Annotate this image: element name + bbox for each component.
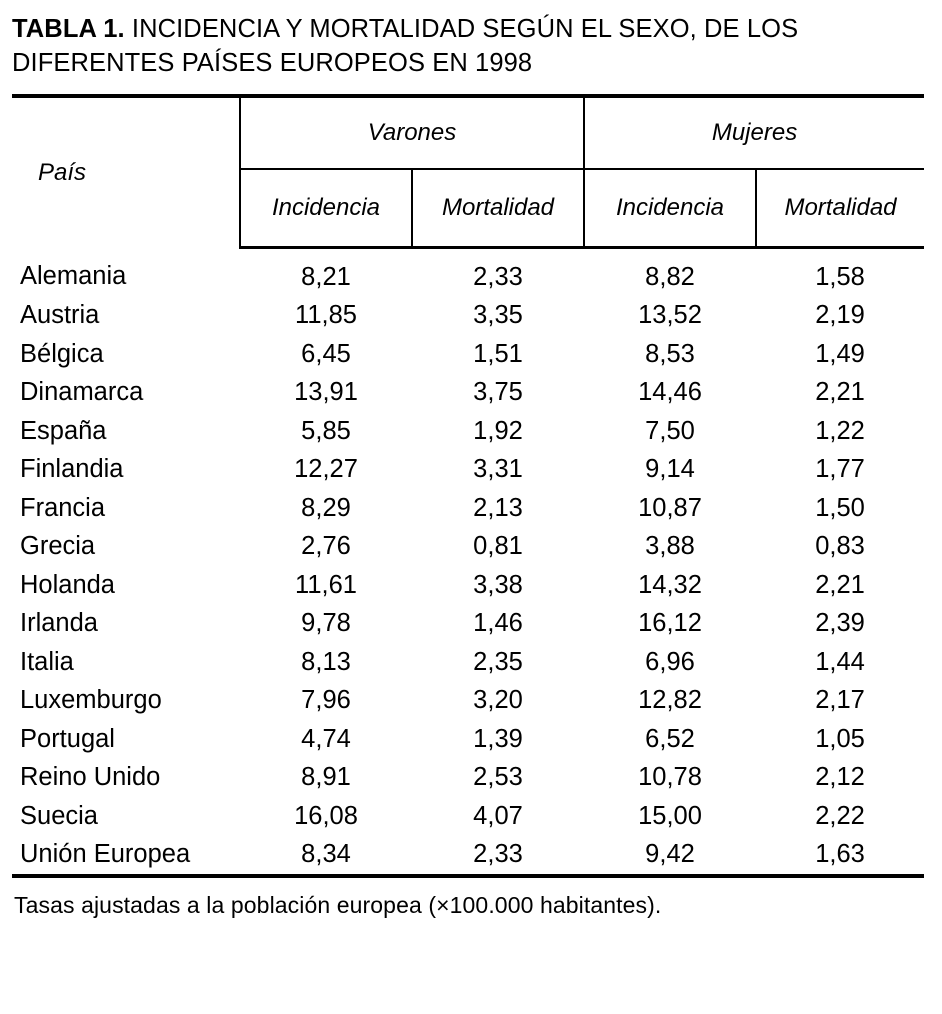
- cell-country: Austria: [20, 301, 100, 330]
- cell-country: Portugal: [20, 724, 115, 753]
- cell-country: Bélgica: [20, 339, 104, 368]
- cell-mujeres-mortalidad: 2,17: [815, 686, 865, 715]
- cell-mujeres-incidencia: 7,50: [645, 416, 695, 445]
- cell-varones-incidencia: 8,21: [301, 262, 351, 291]
- cell-mujeres-incidencia: 16,12: [638, 609, 702, 638]
- header-varones-incidencia: Incidencia: [240, 169, 412, 248]
- header-group-varones: Varones: [240, 96, 584, 169]
- cell-mujeres-incidencia: 14,32: [638, 570, 702, 599]
- table-caption-label: TABLA 1.: [12, 15, 125, 43]
- cell-varones-incidencia: 13,91: [294, 378, 358, 407]
- cell-varones-mortalidad: 4,07: [473, 801, 523, 830]
- cell-mujeres-mortalidad: 2,12: [815, 763, 865, 792]
- cell-varones-mortalidad: 2,35: [473, 647, 523, 676]
- cell-mujeres-mortalidad: 1,22: [815, 416, 865, 445]
- cell-varones-incidencia: 7,96: [301, 686, 351, 715]
- cell-varones-mortalidad: 3,20: [473, 686, 523, 715]
- table-row: [12, 759, 924, 798]
- cell-country: Luxemburgo: [20, 686, 162, 715]
- table-body: [12, 248, 924, 875]
- cell-country: Italia: [20, 647, 74, 676]
- cell-mujeres-mortalidad: 1,05: [815, 724, 865, 753]
- header-mujeres-mortalidad: Mortalidad: [756, 169, 924, 248]
- table-bottom-rule: [12, 874, 924, 878]
- cell-mujeres-incidencia: 10,78: [638, 763, 702, 792]
- cell-country: Irlanda: [20, 609, 98, 638]
- cell-varones-incidencia: 8,13: [301, 647, 351, 676]
- table-row: [12, 836, 924, 875]
- cell-varones-mortalidad: 1,46: [473, 609, 523, 638]
- cell-mujeres-incidencia: 9,14: [645, 455, 695, 484]
- header-varones-mortalidad: Mortalidad: [412, 169, 584, 248]
- cell-mujeres-mortalidad: 1,44: [815, 647, 865, 676]
- header-group-mujeres: Mujeres: [584, 96, 924, 169]
- cell-country: Francia: [20, 493, 106, 522]
- cell-varones-incidencia: 5,85: [301, 416, 351, 445]
- cell-varones-mortalidad: 1,92: [473, 416, 523, 445]
- cell-varones-mortalidad: 3,38: [473, 570, 523, 599]
- table-row: [12, 797, 924, 836]
- cell-varones-mortalidad: 2,53: [473, 763, 523, 792]
- cell-varones-incidencia: 12,27: [294, 455, 358, 484]
- cell-varones-incidencia: 11,61: [295, 570, 357, 599]
- table-caption-text: INCIDENCIA Y MORTALIDAD SEGÚN EL SEXO, DE LOS DIFERENTES PAÍSES EUROPEOS EN 1998: [12, 15, 799, 77]
- table-row: [12, 643, 924, 682]
- cell-country: Dinamarca: [20, 378, 144, 407]
- cell-mujeres-mortalidad: 2,39: [815, 609, 865, 638]
- data-table: [12, 94, 924, 874]
- table-row: [12, 528, 924, 567]
- cell-varones-mortalidad: 0,81: [473, 532, 523, 561]
- cell-varones-incidencia: 9,78: [301, 609, 351, 638]
- cell-varones-incidencia: 6,45: [301, 339, 351, 368]
- header-mujeres-incidencia: Incidencia: [584, 169, 756, 248]
- cell-mujeres-incidencia: 3,88: [645, 532, 695, 561]
- table-footnote: Tasas ajustadas a la población europea (×100.000 habitantes).: [14, 892, 662, 918]
- cell-mujeres-incidencia: 13,52: [638, 301, 702, 330]
- cell-country: Grecia: [20, 532, 96, 561]
- table-row: [12, 566, 924, 605]
- table-row: [12, 605, 924, 644]
- cell-mujeres-mortalidad: 2,21: [815, 570, 865, 599]
- cell-mujeres-incidencia: 6,96: [645, 647, 695, 676]
- cell-mujeres-mortalidad: 1,49: [815, 339, 865, 368]
- table-row: [12, 374, 924, 413]
- cell-country: España: [20, 416, 107, 445]
- cell-varones-mortalidad: 2,13: [473, 493, 523, 522]
- cell-varones-incidencia: 4,74: [301, 724, 351, 753]
- table-row: [12, 335, 924, 374]
- cell-mujeres-mortalidad: 2,21: [815, 378, 865, 407]
- cell-mujeres-mortalidad: 2,22: [815, 801, 865, 830]
- cell-country: Unión Europea: [20, 840, 191, 869]
- cell-varones-mortalidad: 3,31: [473, 455, 523, 484]
- cell-mujeres-mortalidad: 1,50: [815, 493, 865, 522]
- cell-varones-mortalidad: 2,33: [473, 840, 523, 869]
- table-row: [12, 248, 924, 297]
- header-country: País: [12, 96, 240, 248]
- cell-mujeres-incidencia: 14,46: [638, 378, 702, 407]
- cell-mujeres-incidencia: 9,42: [645, 840, 695, 869]
- cell-varones-mortalidad: 1,39: [473, 724, 523, 753]
- cell-country: Suecia: [20, 801, 98, 830]
- cell-mujeres-incidencia: 8,82: [645, 262, 695, 291]
- cell-mujeres-incidencia: 6,52: [645, 724, 695, 753]
- cell-mujeres-mortalidad: 1,58: [815, 262, 865, 291]
- cell-mujeres-mortalidad: 2,19: [815, 301, 865, 330]
- table-caption: [12, 12, 932, 80]
- cell-varones-incidencia: 2,76: [301, 532, 351, 561]
- table-head: [12, 96, 924, 248]
- cell-varones-incidencia: 8,91: [301, 763, 351, 792]
- table-row: [12, 720, 924, 759]
- table-row: [12, 451, 924, 490]
- cell-varones-mortalidad: 1,51: [473, 339, 523, 368]
- cell-varones-mortalidad: 3,35: [473, 301, 523, 330]
- cell-mujeres-incidencia: 10,87: [638, 493, 702, 522]
- cell-varones-mortalidad: 3,75: [473, 378, 523, 407]
- cell-varones-mortalidad: 2,33: [473, 262, 523, 291]
- cell-mujeres-incidencia: 8,53: [645, 339, 695, 368]
- cell-country: Finlandia: [20, 455, 124, 484]
- cell-country: Alemania: [20, 262, 127, 290]
- header-row-groups: [12, 96, 924, 169]
- cell-country: Reino Unido: [20, 763, 161, 792]
- cell-mujeres-mortalidad: 1,77: [815, 455, 865, 484]
- cell-mujeres-mortalidad: 0,83: [815, 532, 865, 561]
- table-row: [12, 489, 924, 528]
- cell-varones-incidencia: 8,29: [301, 493, 351, 522]
- cell-varones-incidencia: 16,08: [294, 801, 358, 830]
- cell-varones-incidencia: 8,34: [301, 840, 351, 869]
- table-row: [12, 682, 924, 721]
- cell-mujeres-incidencia: 12,82: [638, 686, 702, 715]
- cell-mujeres-incidencia: 15,00: [638, 801, 702, 830]
- cell-varones-incidencia: 11,85: [295, 301, 357, 330]
- cell-country: Holanda: [20, 570, 115, 599]
- cell-mujeres-mortalidad: 1,63: [815, 840, 865, 869]
- table-row: [12, 297, 924, 336]
- table-row: [12, 412, 924, 451]
